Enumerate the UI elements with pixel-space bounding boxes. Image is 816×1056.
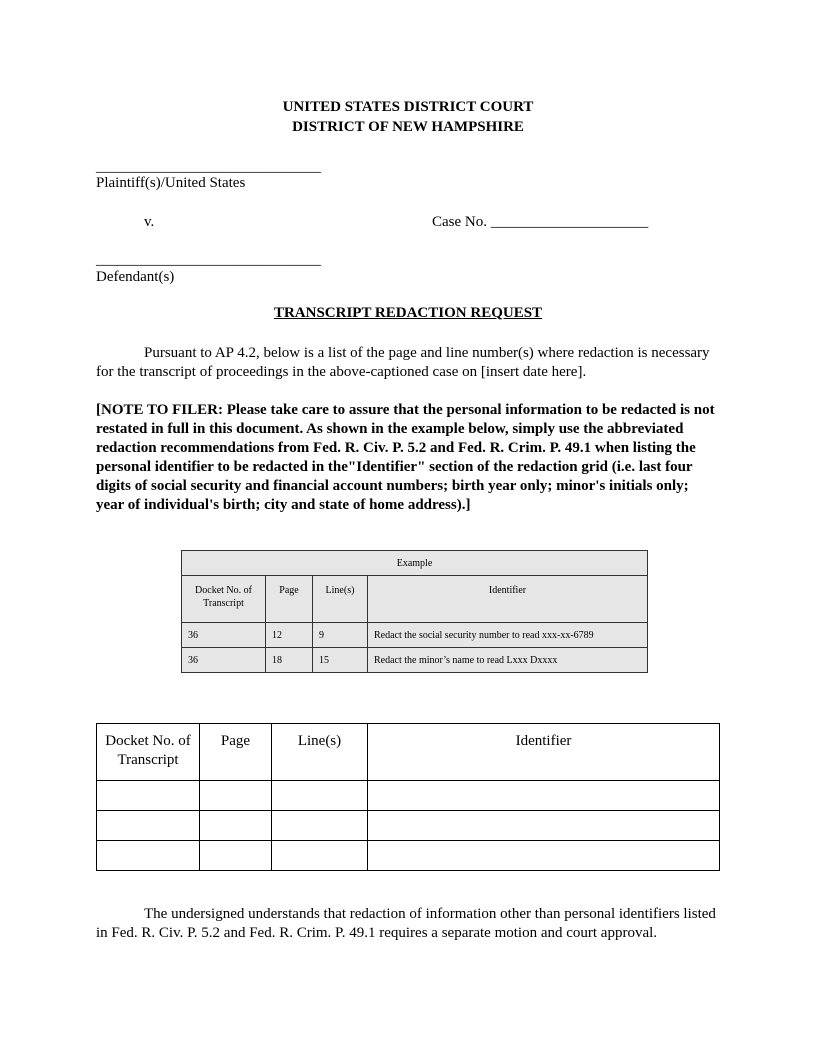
example-header-identifier: Identifier	[368, 576, 648, 623]
grid-cell-page[interactable]	[200, 811, 272, 841]
grid-cell-lines[interactable]	[272, 841, 368, 871]
defendant-label: Defendant(s)	[96, 269, 175, 285]
court-header	[0, 97, 816, 137]
example-cell-page: 18	[266, 648, 313, 673]
plaintiff-label: Plaintiff(s)/United States	[96, 175, 246, 191]
intro-paragraph: Pursuant to AP 4.2, below is a list of the page and line number(s) where redaction is necessary for the transcript of proceedings in the above-captioned case on [insert date here].	[96, 345, 710, 380]
grid-row	[97, 811, 720, 841]
example-cell-docket: 36	[182, 623, 266, 648]
grid-header-docket: Docket No. of Transcript	[97, 724, 200, 781]
grid-header-page: Page	[200, 724, 272, 781]
grid-cell-docket[interactable]	[97, 781, 200, 811]
grid-cell-identifier[interactable]	[368, 781, 720, 811]
defendant-blank-line: ______________________________	[96, 252, 321, 268]
court-name: UNITED STATES DISTRICT COURT	[282, 99, 534, 115]
grid-cell-identifier[interactable]	[368, 841, 720, 871]
plaintiff-blank-line: ______________________________	[96, 159, 321, 175]
example-header-page: Page	[266, 576, 313, 623]
example-table-caption: Example	[182, 551, 648, 576]
redaction-grid	[96, 723, 720, 871]
grid-row	[97, 841, 720, 871]
example-row	[182, 623, 648, 648]
grid-cell-page[interactable]	[200, 841, 272, 871]
closing-paragraph: The undersigned understands that redaction of information other than personal identifiers listed in Fed. R. Civ. P. 5.2 and Fed. R. Crim. P. 49.1 requires a separate motion and court approval.	[96, 906, 716, 941]
grid-cell-page[interactable]	[200, 781, 272, 811]
example-cell-lines: 15	[313, 648, 368, 673]
grid-row	[97, 781, 720, 811]
example-header-lines: Line(s)	[313, 576, 368, 623]
case-number-label: Case No.	[432, 214, 487, 230]
grid-cell-lines[interactable]	[272, 781, 368, 811]
versus-label: v.	[144, 214, 155, 230]
example-table	[181, 550, 648, 673]
court-district: DISTRICT OF NEW HAMPSHIRE	[292, 119, 524, 135]
grid-header-identifier: Identifier	[368, 724, 720, 781]
example-cell-page: 12	[266, 623, 313, 648]
grid-cell-lines[interactable]	[272, 811, 368, 841]
example-header-docket: Docket No. of Transcript	[182, 576, 266, 623]
grid-cell-docket[interactable]	[97, 811, 200, 841]
document-title: TRANSCRIPT REDACTION REQUEST	[273, 305, 543, 321]
example-row	[182, 648, 648, 673]
grid-header-lines: Line(s)	[272, 724, 368, 781]
example-cell-lines: 9	[313, 623, 368, 648]
grid-cell-identifier[interactable]	[368, 811, 720, 841]
example-cell-identifier: Redact the social security number to read xxx-xx-6789	[368, 623, 648, 648]
example-cell-identifier: Redact the minor’s name to read Lxxx Dxxxx	[368, 648, 648, 673]
grid-cell-docket[interactable]	[97, 841, 200, 871]
case-number-blank-line: _____________________	[490, 214, 649, 230]
case-number-field	[432, 213, 648, 232]
example-cell-docket: 36	[182, 648, 266, 673]
note-to-filer: [NOTE TO FILER: Please take care to assure that the personal information to be redacted is not restated in full in this document. As shown in the example below, simply use the abbreviated redaction recommendations from Fed. R. Civ. P. 5.2 and Fed. R. Crim. P. 49.1 when listing the personal identifier to be redacted in the"Identifier" section of the redaction grid (i.e. last four digits of social security and financial account numbers; birth year only; minor's initials only; year of individual's birth; city and state of home address).]	[96, 402, 715, 513]
